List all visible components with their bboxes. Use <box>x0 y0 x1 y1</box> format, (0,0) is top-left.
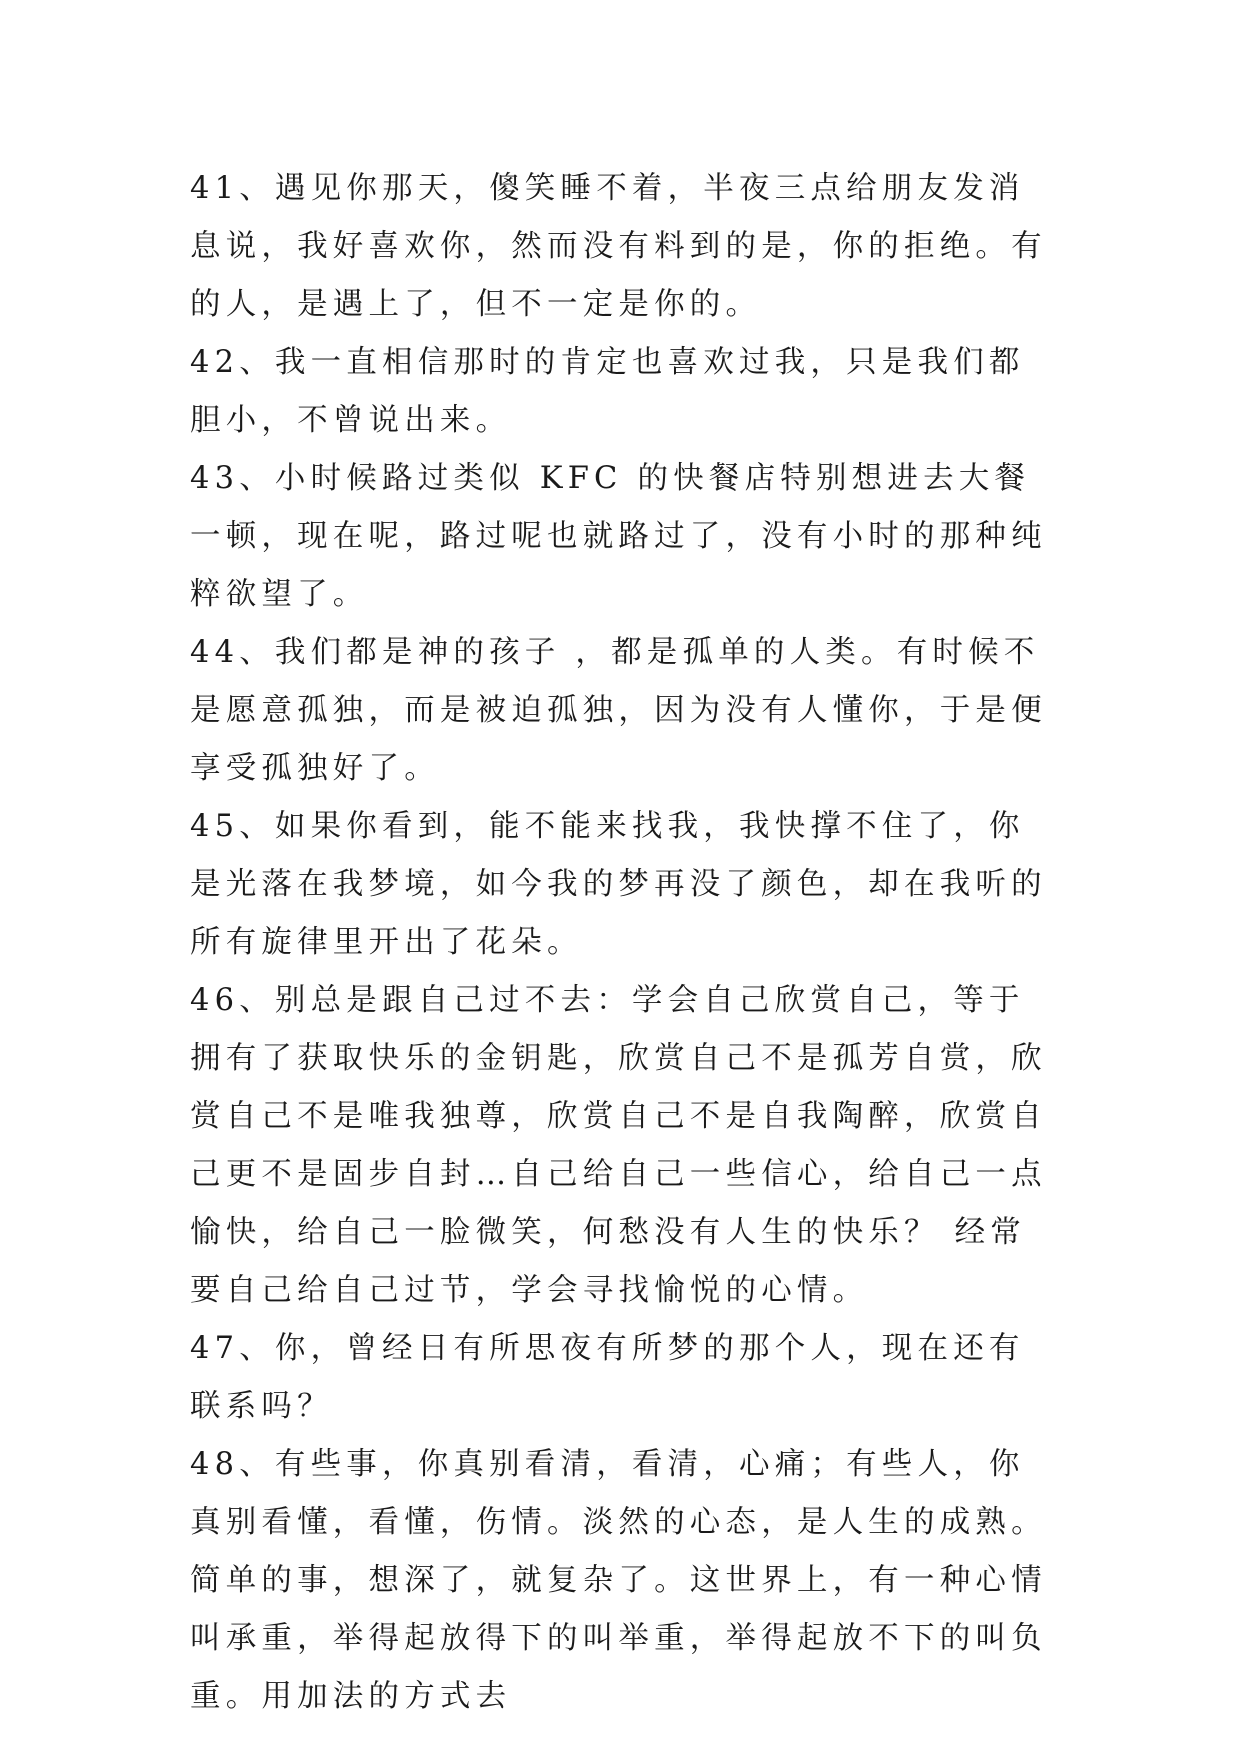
paragraph-42: 42、我一直相信那时的肯定也喜欢过我，只是我们都胆小，不曾说出来。 <box>190 345 1025 438</box>
paragraph-46: 46、别总是跟自己过不去：学会自己欣赏自己，等于拥有了获取快乐的金钥匙，欣赏自己不是孤芳自赏，欣赏自己不是唯我独尊，欣赏自己不是自我陶醉，欣赏自己更不是固步自封…自己给自己一些信心，给自己一点愉快，给自己一脸微笑，何愁没有人生的快乐？ 经常要自己给自己过节，学会寻找愉悦的心情。 <box>190 983 1047 1308</box>
paragraph-45: 45、如果你看到，能不能来找我，我快撑不住了，你是光落在我梦境，如今我的梦再没了颜色，却在我听的所有旋律里开出了花朵。 <box>190 809 1047 960</box>
paragraph-41: 41、遇见你那天，傻笑睡不着，半夜三点给朋友发消息说，我好喜欢你，然而没有料到的是，你的拒绝。有的人，是遇上了，但不一定是你的。 <box>190 171 1047 322</box>
document-body <box>190 160 1060 1726</box>
paragraph-48: 48、有些事，你真别看清，看清，心痛；有些人，你真别看懂，看懂，伤情。淡然的心态，是人生的成熟。简单的事，想深了，就复杂了。这世界上，有一种心情叫承重，举得起放得下的叫举重，举得起放不下的叫负重。用加法的方式去 <box>190 1447 1047 1714</box>
paragraph-43: 43、小时候路过类似 KFC 的快餐店特别想进去大餐一顿，现在呢，路过呢也就路过了，没有小时的那种纯粹欲望了。 <box>190 461 1047 612</box>
paragraph-44: 44、我们都是神的孩子 ，都是孤单的人类。有时候不是愿意孤独，而是被迫孤独，因为没有人懂你，于是便享受孤独好了。 <box>190 635 1047 786</box>
paragraph-47: 47、你，曾经日有所思夜有所梦的那个人，现在还有联系吗？ <box>190 1331 1025 1424</box>
